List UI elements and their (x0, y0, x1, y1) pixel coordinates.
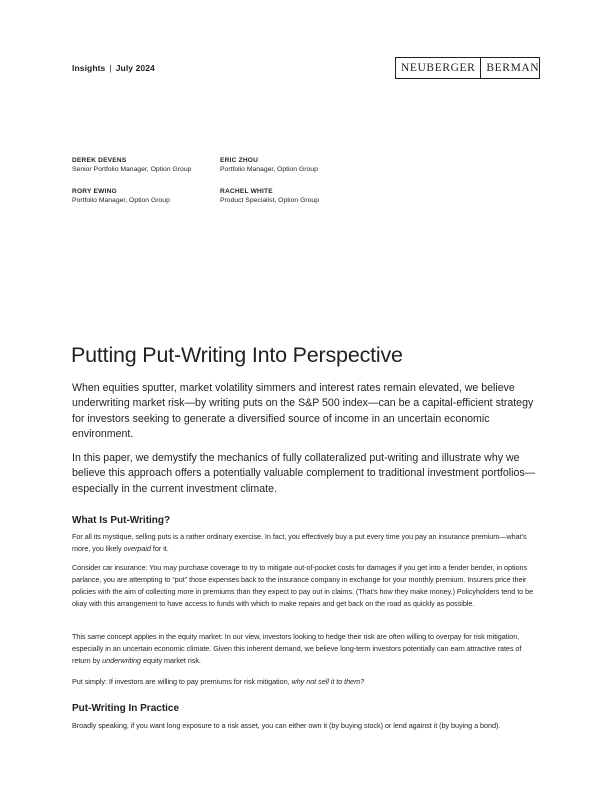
section-heading: Put-Writing In Practice (72, 703, 180, 714)
emphasis-text: why not sell it to them? (291, 677, 365, 686)
author-block (220, 156, 360, 175)
lead-paragraph: When equities sputter, market volatility simmers and interest rates remain elevated, we believe underwriting market risk—by writing puts on the S&P 500 index—can be a capital-efficient strategy for investors seeking to generate a diversified source of income in an uncertain economic environment. (72, 382, 534, 440)
author-role: Portfolio Manager, Option Group (220, 166, 318, 173)
body-paragraph: Consider car insurance: You may purchase coverage to try to mitigate out-of-pocket costs for damages if you get into a fender bender, in options parlance, you are attempting to “put” those expenses back to the insurance company in exchange for your monthly premium. Insurers price their policies with the aim of collecting more in premiums than they expect to pay out in claims. (That’s how they make money.) Policyholders tend to be okay with this arrangement to have access to funds with which to make repairs and get back on the road as quickly as possible. (72, 563, 534, 609)
author-role: Product Specialist, Option Group (220, 197, 319, 204)
paragraph-text: equity market risk. (141, 656, 201, 666)
emphasis-text: underwriting (102, 656, 142, 666)
author-name: RACHEL WHITE (220, 188, 273, 195)
body-paragraph: Broadly speaking, if you want long exposure to a risk asset, you can either own it (by buying stock) or lend against it (by buying a bond). (72, 721, 501, 730)
paragraph-text: This same concept applies in the equity market: In our view, investors looking to hedge their risk are often willing to overpay for risk mitigation, especially in an uncertain economic climate. Given this inherent demand, we believe long-term investors potentially can earn attractive rates of return by (72, 632, 522, 666)
section-heading: What Is Put-Writing? (72, 515, 171, 526)
body-paragraph (72, 676, 540, 688)
neuberger-berman-logo (395, 57, 540, 79)
emphasis-text: overpaid (123, 544, 151, 554)
author-name: RORY EWING (72, 188, 117, 195)
author-name: DEREK DEVENS (72, 157, 127, 164)
author-role: Portfolio Manager, Option Group (72, 197, 170, 204)
paragraph-text: Put simply: If investors are willing to pay premiums for risk mitigation, (72, 677, 292, 686)
author-block (72, 156, 212, 175)
logo-right-word: BERMAN (486, 62, 540, 74)
body-paragraph (72, 531, 540, 555)
author-name: ERIC ZHOU (220, 157, 259, 164)
author-block (220, 187, 360, 206)
lead-paragraph: In this paper, we demystify the mechanics of fully collateralized put-writing and illustrate why we believe this approach offers a potentially valuable complement to traditional investment portfolios—especially in the current investment climate. (72, 452, 536, 495)
paragraph-text: For all its mystique, selling puts is a rather ordinary exercise. In fact, you effectively buy a put every time you pay an insurance premium—what’s more, you likely (72, 532, 527, 554)
report-date: July 2024 (115, 63, 155, 73)
page-title: Putting Put-Writing Into Perspective (71, 343, 403, 367)
body-paragraph (72, 631, 540, 667)
paragraph-text: for it. (150, 544, 169, 554)
author-block (72, 187, 212, 206)
logo-left-word: NEUBERGER (396, 58, 481, 78)
report-section: Insights (72, 63, 106, 73)
author-role: Senior Portfolio Manager, Option Group (72, 166, 192, 173)
report-meta (72, 63, 155, 73)
meta-separator: | (109, 63, 112, 73)
